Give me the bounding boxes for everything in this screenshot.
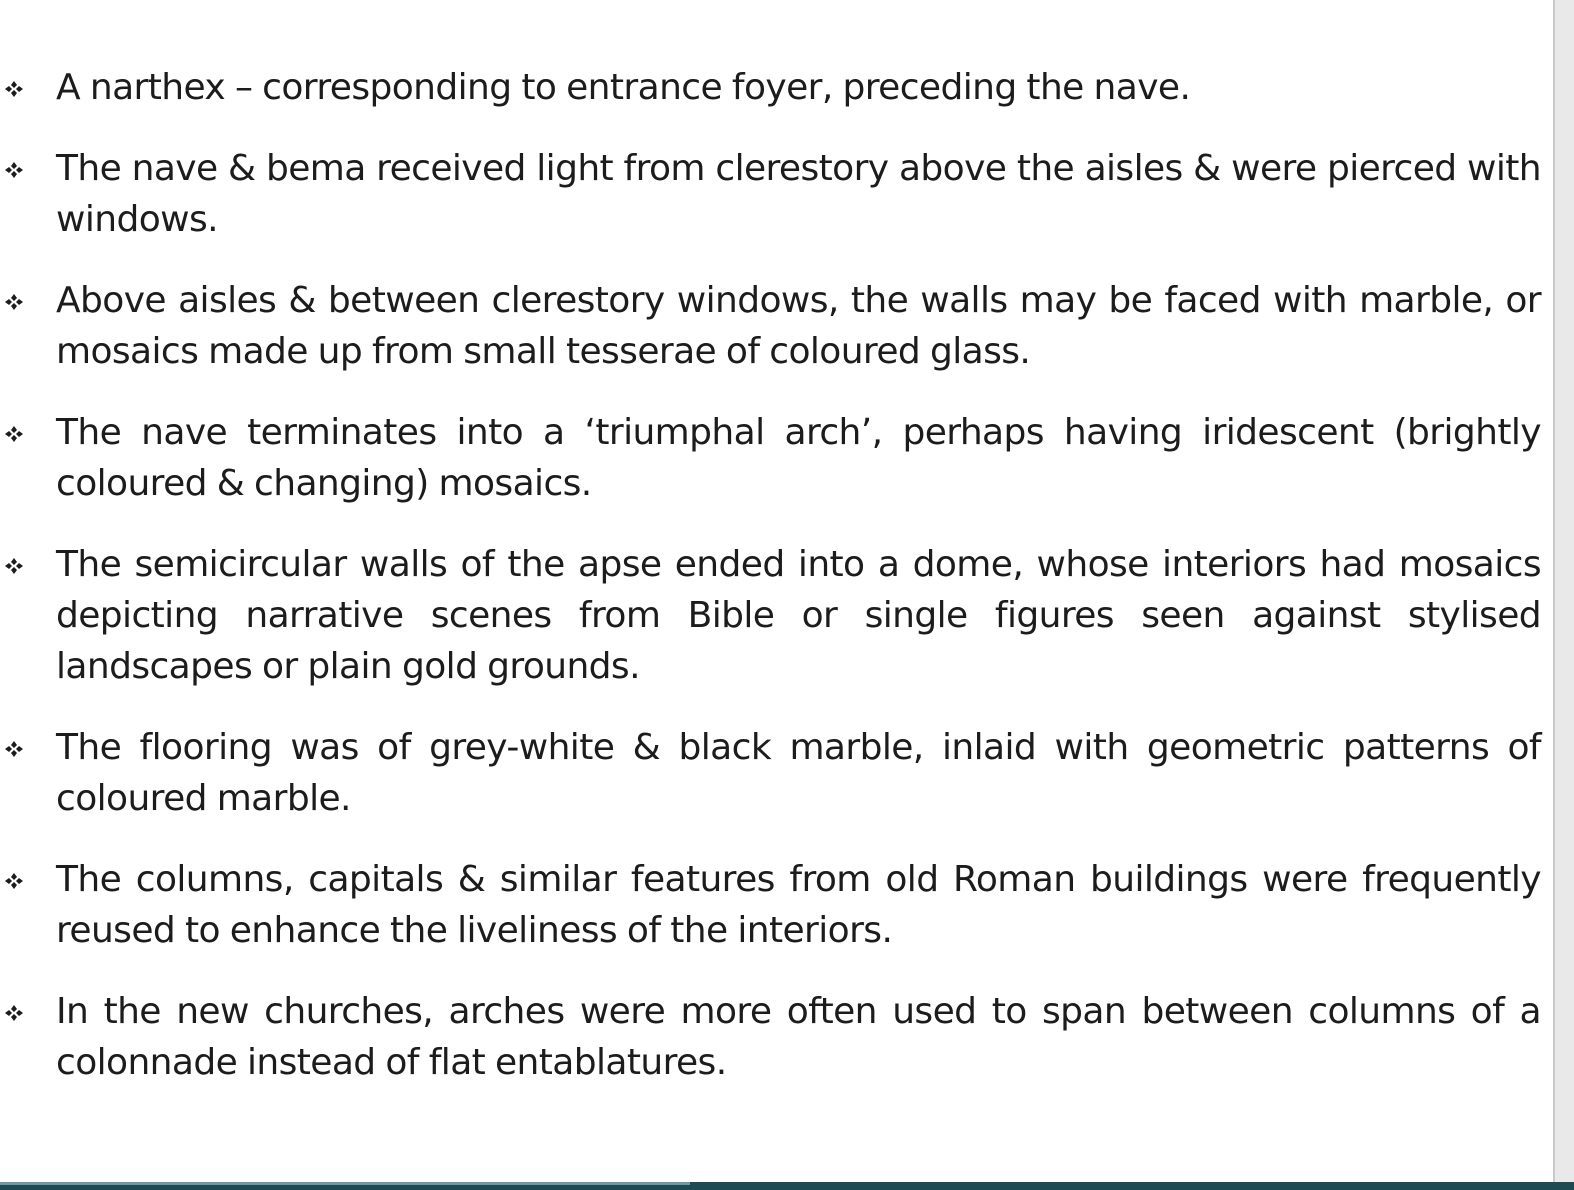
- four-diamond-bullet-icon: [4, 161, 24, 179]
- bullet-text: The nave terminates into a ‘triumphal arch’, perhaps having iridescent (brightly coloured & changing) mosaics.: [56, 412, 1541, 504]
- bottom-bar-highlight: [0, 1182, 690, 1185]
- bottom-status-bar: [0, 1182, 1574, 1190]
- four-diamond-bullet-icon: [4, 740, 24, 758]
- bullet-text: The columns, capitals & similar features from old Roman buildings were frequently reused to enhance the liveliness of the interiors.: [56, 859, 1541, 951]
- list-item: [0, 407, 1553, 509]
- four-diamond-bullet-icon: [4, 872, 24, 890]
- bullet-text: In the new churches, arches were more often used to span between columns of a colonnade instead of flat entablatures.: [56, 991, 1541, 1083]
- list-item: [0, 722, 1553, 824]
- bullet-text: The semicircular walls of the apse ended into a dome, whose interiors had mosaics depicting narrative scenes from Bible or single figures seen against stylised landscapes or plain gold grounds.: [56, 544, 1541, 687]
- four-diamond-bullet-icon: [4, 293, 24, 311]
- bullet-text: A narthex – corresponding to entrance foyer, preceding the nave.: [56, 67, 1191, 108]
- four-diamond-bullet-icon: [4, 1004, 24, 1022]
- four-diamond-bullet-icon: [4, 425, 24, 443]
- list-item: [0, 275, 1553, 377]
- list-item: [0, 62, 1553, 113]
- four-diamond-bullet-icon: [4, 557, 24, 575]
- list-item: [0, 986, 1553, 1088]
- list-item: [0, 854, 1553, 956]
- four-diamond-bullet-icon: [4, 80, 24, 98]
- list-item: [0, 539, 1553, 692]
- bullet-text: Above aisles & between clerestory windows, the walls may be faced with marble, or mosaics made up from small tesserae of coloured glass.: [56, 280, 1541, 372]
- bullet-text: The nave & bema received light from clerestory above the aisles & were pierced with windows.: [56, 148, 1541, 240]
- list-item: [0, 143, 1553, 245]
- bullet-list: [0, 62, 1553, 1118]
- bullet-text: The flooring was of grey-white & black marble, inlaid with geometric patterns of coloured marble.: [56, 727, 1541, 819]
- window-right-edge: [1553, 0, 1574, 1190]
